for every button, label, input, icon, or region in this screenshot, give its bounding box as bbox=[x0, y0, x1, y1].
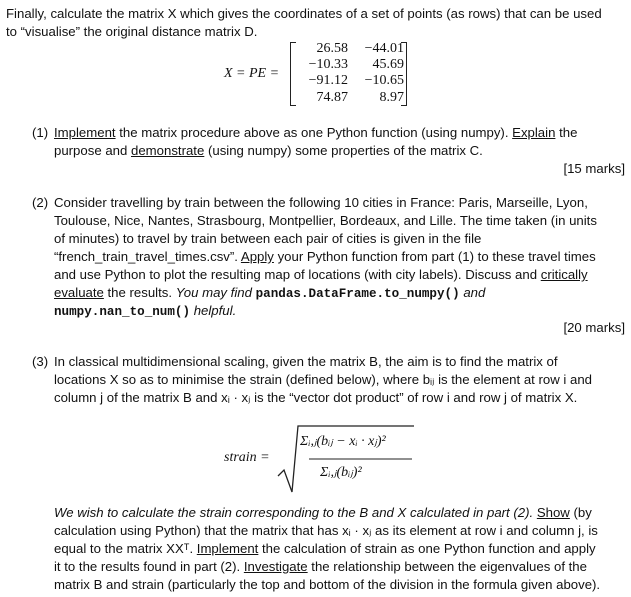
q2-number: (2) bbox=[32, 195, 49, 210]
q3-text: the calculation of strain as one Python function and apply bbox=[258, 541, 596, 556]
q1-marks: [15 marks] bbox=[563, 161, 625, 176]
strain-formula-numerator: Σᵢ,ⱼ(bᵢⱼ − xᵢ · xⱼ)² bbox=[300, 434, 386, 449]
q1-text: the bbox=[555, 125, 578, 140]
matrix-cell: 74.87 bbox=[316, 89, 348, 105]
matrix-cell: 26.58 bbox=[316, 41, 348, 56]
q2-text: and use Python to plot the resulting map of locations (with city labels). Discuss and bbox=[54, 267, 541, 282]
q1-text: the matrix procedure above as one Python function (using numpy). bbox=[115, 125, 513, 140]
q1-implement-keyword: Implement bbox=[54, 125, 116, 140]
q2-line-6 bbox=[54, 285, 485, 301]
q3-line-2: locations X so as to minimise the strain (defined below), where bᵢⱼ is the element at row i and bbox=[54, 372, 593, 387]
q3-text: We wish to calculate the strain corresponding to the B and X calculated in part (2). bbox=[54, 505, 534, 520]
q2-line-2: Toulouse, Nice, Nantes, Strasbourg, Montpellier, Bordeaux, and Lille. The time taken (in units bbox=[54, 213, 597, 228]
matrix-cell: 8.97 bbox=[379, 89, 404, 105]
q2-line-1: Consider travelling by train between the following 10 cities in France: Paris, Marseille, Lyon, bbox=[54, 195, 588, 210]
q1-line-1 bbox=[54, 125, 577, 140]
q3-para-line-1 bbox=[54, 505, 592, 520]
q3-line-1: In classical multidimensional scaling, given the matrix B, the aim is to find the matrix of bbox=[54, 354, 558, 369]
q3-text: it to the results found in part (2). bbox=[54, 559, 244, 574]
q2-code-nan-to-num: numpy.nan_to_num() bbox=[54, 305, 191, 319]
intro-line-2: to “visualise” the original distance matrix D. bbox=[6, 24, 258, 39]
matrix-cell: 45.69 bbox=[372, 57, 404, 73]
q2-text: your Python function from part (1) to these travel times bbox=[273, 249, 596, 264]
q2-line-4 bbox=[54, 249, 596, 264]
q1-demonstrate-keyword: demonstrate bbox=[131, 143, 205, 158]
q2-critically-keyword: critically bbox=[540, 267, 588, 282]
q2-code-to-numpy: pandas.DataFrame.to_numpy() bbox=[255, 287, 460, 301]
q3-text: (by bbox=[569, 505, 592, 520]
q2-evaluate-keyword: evaluate bbox=[54, 285, 104, 300]
q3-implement-keyword: Implement bbox=[196, 541, 259, 556]
intro-line-1: Finally, calculate the matrix X which gives the coordinates of a set of points (as rows) that can be used bbox=[6, 6, 602, 21]
q3-line-3: column j of the matrix B and xᵢ · xⱼ is the “vector dot product” of row i and row j of matrix X. bbox=[54, 390, 578, 405]
q3-para-line-2: calculation using Python) that the matrix that has xᵢ · xⱼ as its element at row i and column j, is bbox=[54, 523, 598, 538]
q3-para-line-5: matrix B and strain (particularly the top and bottom of the division in the formula given above). bbox=[54, 577, 601, 592]
matrix-table bbox=[296, 41, 404, 105]
q2-hint-text: and bbox=[459, 285, 486, 300]
matrix-cell: −91.12 bbox=[308, 73, 348, 89]
q2-line-7 bbox=[54, 303, 236, 319]
q2-line-5 bbox=[54, 267, 588, 282]
strain-formula-lhs: strain = bbox=[224, 450, 270, 465]
q2-hint-text: You may find bbox=[175, 285, 256, 300]
q3-number: (3) bbox=[32, 354, 49, 369]
square-root-sign bbox=[276, 420, 416, 496]
q3-investigate-keyword: Investigate bbox=[243, 559, 308, 574]
q3-text: the relationship between the eigenvalues of the bbox=[307, 559, 587, 574]
matrix-label: X = PE = bbox=[224, 66, 280, 81]
q1-text: (using numpy) some properties of the matrix C. bbox=[204, 143, 483, 158]
q1-number: (1) bbox=[32, 125, 49, 140]
q2-marks: [20 marks] bbox=[563, 320, 625, 335]
q2-hint-text: helpful. bbox=[190, 303, 237, 318]
q3-text: equal to the matrix XXᵀ. bbox=[54, 541, 197, 556]
q3-para-line-4 bbox=[54, 559, 587, 574]
q2-text: the results. bbox=[103, 285, 176, 300]
q1-explain-keyword: Explain bbox=[512, 125, 556, 140]
matrix-cell: −10.33 bbox=[308, 57, 348, 73]
q3-para-line-3 bbox=[54, 541, 596, 556]
q1-text: purpose and bbox=[54, 143, 131, 158]
matrix-cell: −44.01 bbox=[364, 41, 404, 56]
q2-text: “french_train_travel_times.csv”. bbox=[54, 249, 241, 264]
strain-formula-denominator: Σᵢ,ⱼ(bᵢⱼ)² bbox=[320, 465, 362, 480]
q3-show-keyword: Show bbox=[536, 505, 570, 520]
q1-line-2 bbox=[54, 143, 483, 158]
q2-apply-keyword: Apply bbox=[240, 249, 274, 264]
q2-line-3: of minutes) to travel by train between each pair of cities is given in the file bbox=[54, 231, 482, 246]
matrix-cell: −10.65 bbox=[364, 73, 404, 89]
